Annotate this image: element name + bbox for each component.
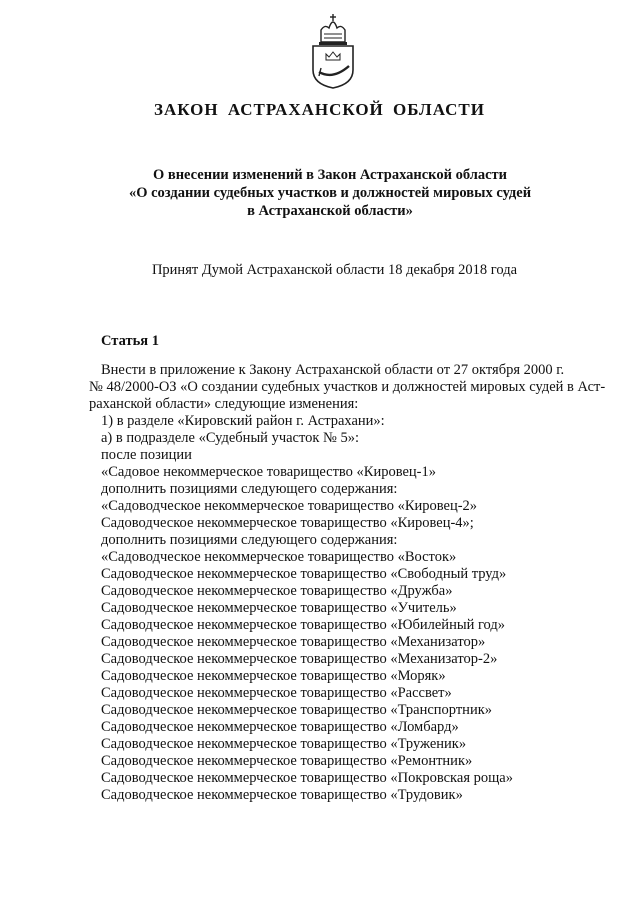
list-item: Садоводческое некоммерческое товарищество «Моряк» — [101, 668, 446, 684]
list-item: после позиции — [101, 447, 192, 463]
list-item: Садоводческое некоммерческое товарищество «Механизатор» — [101, 634, 486, 650]
list-item: «Садоводческое некоммерческое товарищество «Кировец-2» — [101, 498, 478, 514]
intro-paragraph — [89, 362, 611, 413]
list-item: дополнить позициями следующего содержания: — [101, 481, 398, 497]
list-item: Садоводческое некоммерческое товарищество «Дружба» — [101, 583, 453, 599]
intro-line: № 48/2000-ОЗ «О создании судебных участков и должностей мировых судей в Аст- — [89, 379, 606, 395]
list-item: Садоводческое некоммерческое товарищество «Учитель» — [101, 600, 457, 616]
article-heading: Статья 1 — [101, 333, 159, 349]
list-item: Садоводческое некоммерческое товарищество «Ремонтник» — [101, 753, 473, 769]
list-item: Садоводческое некоммерческое товарищество «Покровская роща» — [101, 770, 513, 786]
list-item: Садоводческое некоммерческое товарищество «Трудовик» — [101, 787, 463, 803]
list-item: Садоводческое некоммерческое товарищество «Свободный труд» — [101, 566, 507, 582]
law-subtitle — [80, 166, 580, 220]
subtitle-line: в Астраханской области» — [247, 203, 413, 219]
adoption-date: Принят Думой Астраханской области 18 декабря 2018 года — [151, 262, 518, 278]
intro-line: раханской области» следующие изменения: — [89, 396, 359, 412]
amendment-list — [101, 413, 611, 804]
intro-line: Внести в приложение к Закону Астраханской области от 27 октября 2000 г. — [101, 362, 565, 378]
list-item: дополнить позициями следующего содержания: — [101, 532, 398, 548]
list-item: а) в подразделе «Судебный участок № 5»: — [101, 430, 360, 446]
list-item: 1) в разделе «Кировский район г. Астрахани»: — [101, 413, 385, 429]
subtitle-line: «О создании судебных участков и должностей мировых судей — [128, 185, 532, 201]
list-item: «Садовое некоммерческое товарищество «Кировец-1» — [101, 464, 437, 480]
list-item: Садоводческое некоммерческое товарищество «Ломбард» — [101, 719, 459, 735]
list-item: Садоводческое некоммерческое товарищество «Труженик» — [101, 736, 467, 752]
list-item: Садоводческое некоммерческое товарищество «Транспортник» — [101, 702, 492, 718]
list-item: Садоводческое некоммерческое товарищество «Механизатор-2» — [101, 651, 498, 667]
article-body — [89, 362, 611, 804]
law-title: ЗАКОН АСТРАХАНСКОЙ ОБЛАСТИ — [153, 100, 485, 119]
list-item: Садоводческое некоммерческое товарищество «Рассвет» — [101, 685, 452, 701]
list-item: Садоводческое некоммерческое товарищество «Кировец-4»; — [101, 515, 474, 531]
subtitle-line: О внесении изменений в Закон Астраханской области — [152, 167, 508, 183]
coat-of-arms-icon — [307, 12, 359, 90]
list-item: Садоводческое некоммерческое товарищество «Юбилейный год» — [101, 617, 505, 633]
list-item: «Садоводческое некоммерческое товарищество «Восток» — [101, 549, 457, 565]
